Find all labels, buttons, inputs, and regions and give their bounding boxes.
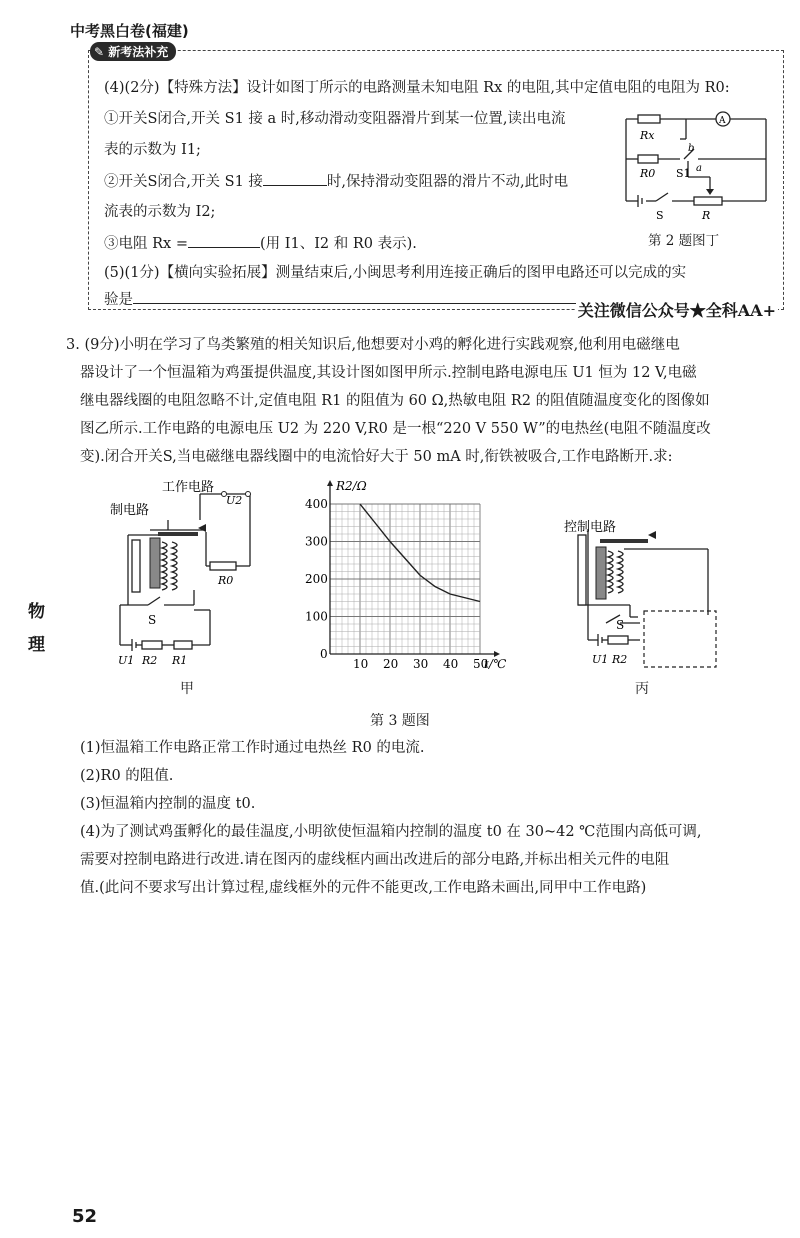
subq-4-line1: (4)为了测试鸡蛋孵化的最佳温度,小明欲使恒温箱内控制的温度 t0 在 30~42 ℃范围内高低可调, [80, 824, 702, 840]
x-tick-label: 10 [353, 657, 369, 671]
label-s: S [656, 209, 664, 222]
resistor-r1 [174, 641, 192, 649]
q4-step1-line1: ①开关S闭合,开关 S1 接 a 时,移动滑动变阻器滑片到某一位置,读出电流 [104, 111, 566, 127]
subject-char-1: 物 [28, 602, 45, 622]
thermistor-r2 [608, 636, 628, 644]
q4-step3-suffix: (用 I1、I2 和 R0 表示). [259, 236, 417, 252]
watermark: 关注微信公众号★全科AA+ [576, 298, 778, 321]
circuit-figure-bing [560, 505, 730, 675]
figure-3-caption: 第 3 题图 [370, 713, 430, 729]
figure-jia-caption: 甲 [180, 681, 194, 697]
q4-step2-suffix: 时,保持滑动变阻器的滑片不动,此时电 [326, 174, 569, 190]
label-r0: R0 [218, 574, 234, 587]
q3-line-3: 继电器线圈的电阻忽略不计,定值电阻 R1 的阻值为 60 Ω,热敏电阻 R2 的阻值随温度变化的图像如 [80, 393, 710, 409]
label-r: R [702, 209, 711, 222]
q4-step3-prefix: ③电阻 Rx = [104, 236, 188, 252]
q5-line1: (5)(1分)【横向实验拓展】测量结束后,小闽思考利用连接正确后的图甲电路还可以完成的实 [104, 265, 687, 281]
label-r2: R2 [142, 654, 158, 667]
subq-1: (1)恒温箱工作电路正常工作时通过电热丝 R0 的电流. [80, 740, 425, 756]
label-b: b [688, 143, 695, 154]
label-u1: U1 [592, 653, 609, 666]
iron-core [150, 538, 160, 588]
page-number: 52 [72, 1206, 98, 1227]
subq-3: (3)恒温箱内控制的温度 t0. [80, 796, 256, 812]
y-tick-label: 200 [305, 572, 328, 586]
label-u1: U1 [118, 654, 135, 667]
heater-r0 [210, 562, 236, 570]
coil-icon [608, 551, 623, 593]
q4-step2-line2: 流表的示数为 I2; [104, 204, 216, 220]
coil-icon [162, 542, 177, 590]
x-tick-label: 50 [473, 657, 489, 671]
chart-yi [300, 476, 510, 674]
x-tick-label: 40 [443, 657, 459, 671]
supplement-tag [90, 42, 176, 61]
origin-label: 0 [320, 647, 328, 661]
y-axis-arrow-icon [327, 480, 333, 486]
label-a: a [696, 163, 702, 174]
chart-labels [305, 479, 507, 671]
q3-line-4: 图乙所示.工作电路的电源电压 U2 为 220 V,R0 是一根“220 V 550 W”的电热丝(电阻不随温度改 [80, 421, 711, 437]
armature [158, 532, 198, 536]
contact-icon [648, 531, 656, 539]
y-tick-label: 300 [305, 534, 328, 549]
page-header: 中考黑白卷(福建) [70, 22, 189, 40]
label-rx: Rx [640, 129, 655, 142]
circuit-figure-jia [110, 480, 280, 670]
slider-arrow-icon [706, 189, 714, 195]
label-s: S [148, 613, 157, 627]
q4-step2-line1 [104, 171, 568, 192]
label-r0: R0 [640, 167, 656, 180]
label-r1: R1 [172, 654, 188, 667]
figure-bing-caption: 丙 [635, 681, 649, 697]
x-axis-label: t/℃ [484, 657, 507, 671]
work-circuit-label: 工作电路 [162, 480, 215, 495]
q4-intro: (4)(2分)【特殊方法】设计如图丁所示的电路测量未知电阻 Rx 的电阻,其中定值电阻的电阻为 R0: [104, 80, 730, 96]
subject-char-2: 理 [28, 635, 45, 655]
subq-4-line2: 需要对控制电路进行改进.请在图丙的虚线框内画出改进后的部分电路,并标出相关元件的电阻 [80, 852, 670, 868]
y-tick-label: 100 [305, 609, 328, 624]
subq-4-line3: 值.(此问不要求写出计算过程,虚线框外的元件不能更改,工作电路未画出,同甲中工作电路) [80, 880, 647, 896]
q4-step2-prefix: ②开关S闭合,开关 S1 接 [104, 174, 263, 190]
control-circuit-label: 制电路 [110, 503, 150, 518]
label-u2: U2 [226, 494, 243, 507]
chart-grid [330, 504, 480, 654]
supplement-tag-label: 新考法补充 [108, 45, 169, 59]
contact-icon [198, 524, 206, 532]
label-s: S [616, 618, 625, 632]
q3-line-2: 器设计了一个恒温箱为鸡蛋提供温度,其设计图如图甲所示.控制电路电源电压 U1 恒为 12 V,电磁 [80, 365, 697, 381]
lightbulb-icon: ✎ [94, 45, 105, 59]
circuit-figure-ding [618, 105, 774, 223]
resistor-r0 [638, 155, 658, 163]
resistor-rx [638, 115, 660, 123]
y-axis-label: R2/Ω [336, 479, 367, 493]
ammeter-label: A [719, 116, 726, 126]
answer-blank-1[interactable] [263, 171, 327, 186]
label-r2: R2 [612, 653, 628, 666]
dashed-answer-frame[interactable] [644, 611, 716, 667]
q3-line-5: 变).闭合开关S,当电磁继电器线圈中的电流恰好大于 50 mA 时,衔铁被吸合,工作电路断开.求: [80, 449, 673, 465]
x-tick-label: 20 [383, 657, 399, 671]
answer-blank-2[interactable] [188, 233, 260, 248]
q5-prefix: 验是 [104, 292, 133, 308]
control-circuit-label: 控制电路 [564, 520, 617, 535]
thermistor-r2 [142, 641, 162, 649]
figure-ding-caption: 第 2 题图丁 [648, 233, 720, 249]
y-tick-label: 400 [305, 497, 328, 511]
subq-2: (2)R0 的阻值. [80, 768, 174, 784]
q3-line-1: 3. (9分)小明在学习了鸟类繁殖的相关知识后,他想要对小鸡的孵化进行实践观察,他利用电磁继电 [66, 337, 680, 353]
q4-step3-line [104, 233, 417, 254]
x-tick-label: 30 [413, 657, 429, 671]
label-s1: S1 [676, 167, 691, 180]
rheostat-r [694, 197, 722, 205]
q4-step1-line2: 表的示数为 I1; [104, 142, 201, 158]
